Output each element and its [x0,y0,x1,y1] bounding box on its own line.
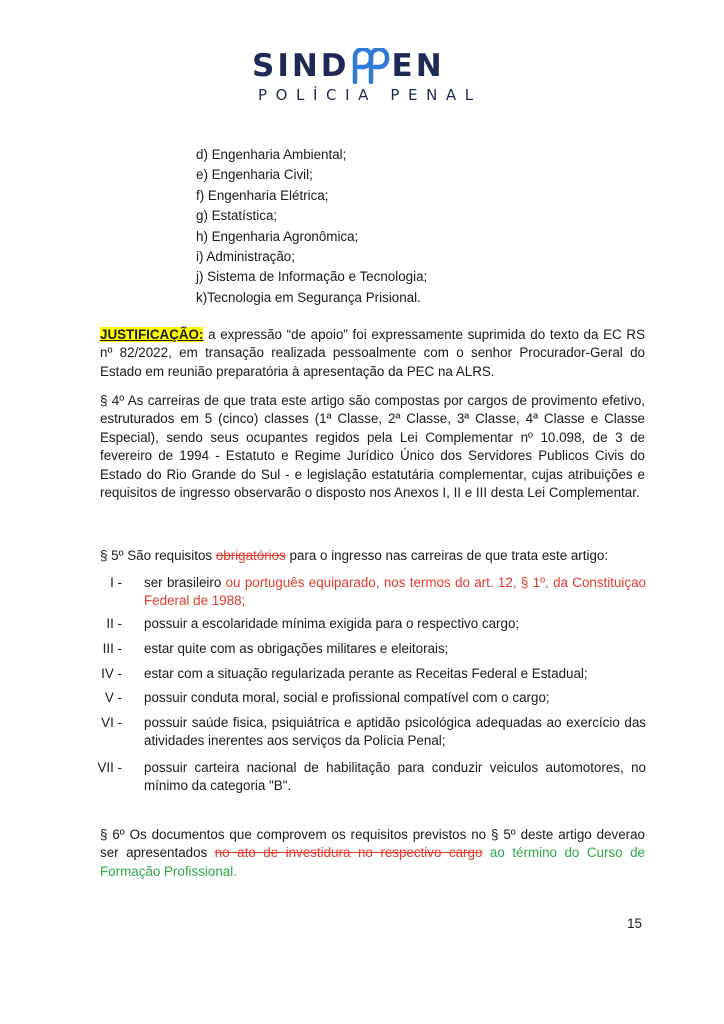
logo-text-right: EN [391,48,445,84]
para5-after: para o ingresso nas carreiras de que trata este artigo: [285,548,609,563]
justificacao-paragraph [100,326,645,381]
list-item: i) Administração; [196,249,295,265]
requirement-text: possuir saúde fisica, psiquiátrica e aptidão psicológica adequadas ao exercício das atividades inerentes aos serviços da Polícia Penal; [144,715,646,749]
requirement-number: III - [102,641,122,656]
sindppen-logo [252,48,482,108]
logo-pp-mark-icon [352,48,390,84]
requirement-number: V - [104,690,122,705]
logo-wordmark [252,48,445,84]
requirement-text: estar com a situação regularizada perante as Receitas Federal e Estadual; [144,666,588,681]
paragraph-6 [100,826,645,881]
requirement-text: estar quite com as obrigações militares e eleitorais; [144,641,449,656]
requirement-text: possuir conduta moral, social e profissional compatível com o cargo; [144,690,550,705]
logo-text-left: SIND [252,48,350,84]
para6-struck: no ato de investidura no respectivo cargo [214,845,483,861]
list-item: g) Estatística; [196,208,278,224]
list-item: h) Engenharia Agronômica; [196,228,359,244]
requirement-added-text: ou português equiparado, nos termos do art. 12, § 1º, da Constituiçao Federal de 1988; [144,575,646,609]
requirement-number: IV - [101,666,122,681]
course-list [196,145,427,308]
list-item: j) Sistema de Informação e Tecnologia; [196,269,428,285]
requirement-text: possuir a escolaridade mínima exigida para o respectivo cargo; [144,616,520,631]
requirement-number: VI - [101,715,122,730]
justificacao-text: a expressão “de apoio” foi expressamente suprimida do texto da EC RS nº 82/2022, em transação realizada pessoalmente com o senhor Procurador-Geral do Estado em reunião preparatória à apresentação da PEC na ALRS. [100,327,645,379]
list-item: e) Engenharia Civil; [196,167,313,183]
requirement-number: II - [106,616,122,631]
logo-subtitle: POLÍCIA PENAL [258,86,482,104]
list-item: k)Tecnologia em Segurança Prisional. [196,289,421,305]
requirement-number: I - [110,575,122,590]
para5-struck: obrigatórios [215,548,286,563]
para6-before: § 6º Os documentos que comprovem os requisitos previstos no § 5º deste artigo deverao ser apresentados [100,827,645,861]
paragraph-4: § 4º As carreiras de que trata este artigo são compostas por cargos de provimento efetivo, estruturados em 5 (cinco) classes (1ª Classe, 2ª Classe, 3ª Classe, 4ª Classe e Classe Especial), sendo seus ocupantes regidos pela Lei Complementar nº 10.098, de 3 de fevereiro de 1994 - Estatuto e Regime Jurídico Único dos Servidores Publicos Civis do Estado do Rio Grande do Sul - e legislação estatutária complementar, cujas atribuições e requisitos de ingresso observarão o disposto nos Anexos I, II e III desta Lei Complementar. [100,393,645,501]
requirement-text: ser brasileiro [144,575,226,590]
para5-before: § 5º São requisitos [100,548,216,563]
page-number: 15 [627,916,642,931]
paragraph-5 [100,547,645,565]
list-item: f) Engenharia Elétrica; [196,187,329,203]
requirement-text: possuir carteira nacional de habilitação para conduzir veiculos automotores, no mínimo da categoria "B". [144,760,646,794]
para6-added: ao término do Curso de Formação Profissional. [100,845,645,879]
justificacao-label: JUSTIFICAÇÃO: [100,327,204,342]
requirement-number: VII - [97,760,122,775]
list-item: d) Engenharia Ambiental; [196,147,347,162]
